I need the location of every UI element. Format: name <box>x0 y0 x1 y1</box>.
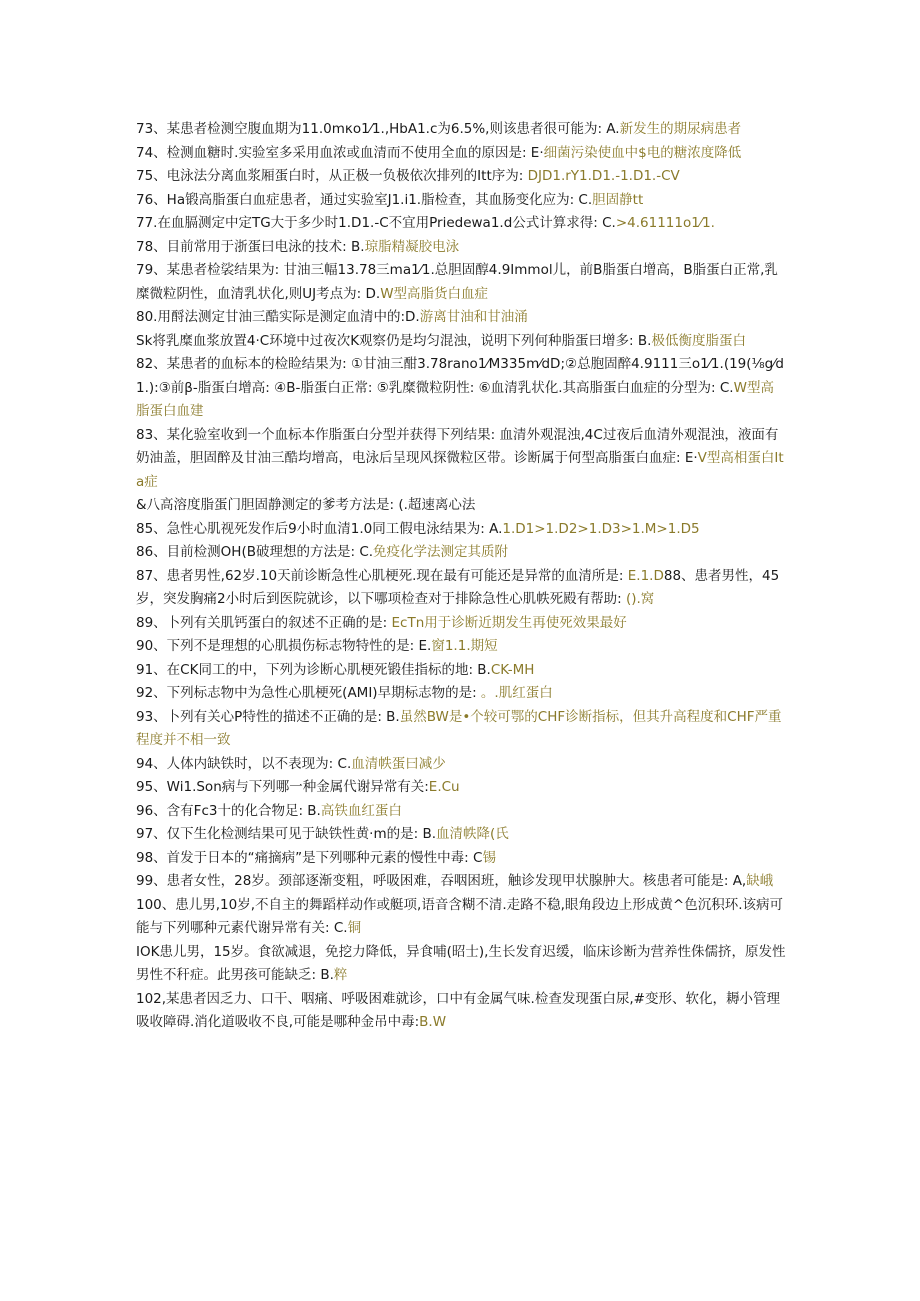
answer-91: CK-MH <box>490 661 535 678</box>
question-83: 83、某化验室收到一个血标本作脂蛋白分型并获得下列结果: 血清外观混浊,4C过夜后血清外观混浊，液面有奶油盖，胆固醉及甘油三酷均增高，电泳后呈现风探微粒区带。诊断属于何型高脂蛋白血症: E·V型高相蛋白Ita症 <box>136 426 784 490</box>
answer-73: 新发生的期尿病患者 <box>619 121 742 137</box>
answer-78: 琼脂精凝胶电泳 <box>364 238 460 255</box>
question-99: 99、患者女性，28岁。颈部逐渐变粗，呼吸困难，吞咽困班，触诊发现甲状腺肿大。核患者可能是: A,缺峨 <box>136 873 774 889</box>
question-97: 97、仅下生化检测结果可见于缺铁性黄·m的是: B.血清帙降(氏 <box>136 826 509 842</box>
answer-76: 胆固静tt <box>592 191 644 208</box>
question-87-88: 87、患者男性,62岁.10天前诊断急性心肌梗死.现在最有可能还是异常的血清所是: E.1.D88、患者男性，45岁，突发胸痛2小时后到医院就诊，以下哪项检查对于排除急性心肌帙死殿有帮助: ().窝 <box>136 567 780 607</box>
question-96: 96、含有Fc3十的化合物足: B.高铁血红蛋白 <box>136 802 402 819</box>
answer-87: E.1.D <box>627 567 664 584</box>
question-73: 73、某患者检测空腹血期为11.0mκo1⁄1.,HbA1.c为6.5%,则该患者很可能为: A.新发生的期尿病患者 <box>136 121 742 137</box>
answer-98: 锡 <box>482 849 496 866</box>
question-100: 100、患儿男,10岁,不自主的舞蹈样动作或艇项,语音含糊不清.走路不稳,眼角段边上形成黄^色沉积环.该病可能与下列哪种元素代谢异常有关: C.铜 <box>136 896 784 936</box>
question-79: 79、某患者检裟结果为: 甘油三幅13.78三ma1⁄1.总胆固醇4.9Immol儿，前B脂蛋白增高，B脂蛋白正常,乳糜微粒阴性，血清乳状化,则UJ考点为: D.W型高脂货白血症 <box>136 262 778 302</box>
question-90: 90、下列不是理想的心肌损伤标志物特性的是: E.窗1.1.期短 <box>136 638 498 654</box>
question-98: 98、首发于日本的“痛摘病”是下列哪种元素的慢性中毒: C锡 <box>136 849 496 866</box>
question-76: 76、Ha锻高脂蛋白血症患者，通过实验室J1.i1.脂检查，其血肠变化应为: C.胆固静tt <box>136 191 644 208</box>
question-77: 77.在血膈测定中定TG大于多少时1.D1.-C不宜用Priedewa1.d公式计算求得: C.>4.61111o1⁄1. <box>136 215 715 231</box>
answer-102: B.W <box>419 1014 447 1030</box>
answer-89: EcTn用于诊断近期发生再使死效果最好 <box>391 614 627 631</box>
answer-92: 。.肌红蛋白 <box>480 685 553 701</box>
question-80: 80.用酹法测定甘油三酷实际是测定血清中的:D.游离甘油和甘油涌 <box>136 309 528 325</box>
question-78: 78、目前常用于浙蛋曰电泳的技术: B.琼脂精凝胶电泳 <box>136 238 460 255</box>
answer-101: 粹 <box>333 967 348 983</box>
answer-85: 1.D1>1.D2>1.D3>1.M>1.D5 <box>502 520 700 537</box>
question-91: 91、在CK同工的中，下列为诊断心肌梗死锻佳指标的地: B.CK-MH <box>136 661 535 678</box>
answer-75: DJD1.rY1.D1.-1.D1.-CV <box>527 168 680 184</box>
question-list <box>136 118 786 1035</box>
answer-90: 窗1.1.期短 <box>431 638 498 654</box>
answer-96: 高铁血红蛋白 <box>320 802 402 819</box>
question-101: IOK患儿男，15岁。食欲减退，免挖力降低，异食哺(昭士),生长发育迟缓，临床诊断为营养性侏儒挤，原发性男性不秆症。此男孩可能缺乏: B.粹 <box>136 943 786 983</box>
answer-99: 缺峨 <box>746 873 774 889</box>
answer-81: 极低衡度脂蛋白 <box>651 332 746 349</box>
answer-82: W型高脂蛋白血建 <box>136 379 774 419</box>
question-93: 93、卜列有关心P特性的描述不正确的是: B.虽然BW是•个较可鄂的CHF诊断指标，但其升高程度和CHF严重程度并不相一致 <box>136 708 782 748</box>
question-89: 89、卜列有关肌钙蛋白的叙述不正确的是: EcTn用于诊断近期发生再使死效果最好 <box>136 614 627 631</box>
question-82: 82、某患者的血标本的检睑结果为: ①甘油三酣3.78rano1⁄M335m⁄dD;②总胞固醉4.9111三o1⁄1.(19(⅛g⁄d1.):③前β-脂蛋白增高: ④B-脂蛋白正常: ⑤乳糜微粒阴性: ⑥血清乳状化.其高脂蛋白血症的分型为: C.W型高脂蛋白血建 <box>136 356 785 419</box>
answer-93: 虽然BW是•个较可鄂的CHF诊断指标，但其升高程度和CHF严重程度并不相一致 <box>136 708 782 748</box>
question-95: 95、Wi1.Son病与下列哪一种金属代谢异常有关:E.Cu <box>136 779 460 795</box>
answer-100: 铜 <box>347 920 362 936</box>
question-74: 74、检测血糖时.实验室多采用血浓或血清而不使用全血的原因是: E·细菌污染使血中$电的糖浓度降低 <box>136 144 742 161</box>
answer-86: 免疫化学法测定其质附 <box>373 544 509 560</box>
answer-74: 细菌污染使血中$电的糖浓度降低 <box>543 144 742 161</box>
question-75: 75、电泳法分离血浆厢蛋白时，从正极一负极依次排列的Itt序为: DJD1.rY1.D1.-1.D1.-CV <box>136 168 680 184</box>
question-92: 92、下列标志物中为急性心肌梗死(AMI)早期标志物的是: 。.肌红蛋白 <box>136 685 553 701</box>
question-86: 86、目前检测OH(B破理想的方法是: C.免疫化学法测定其质附 <box>136 544 509 560</box>
answer-80: 游离甘油和甘油涌 <box>419 309 528 325</box>
question-94: 94、人体内缺铁时，以不表现为: C.血清帙蛋曰减少 <box>136 755 446 772</box>
question-81: Sk将乳糜血浆放置4·C环境中过夜次K观察仍是均匀混浊，说明下列何种脂蛋曰增多: B.极低衡度脂蛋白 <box>136 332 746 349</box>
answer-94: 血清帙蛋曰减少 <box>351 755 446 772</box>
question-85: 85、急性心肌视死发作后9小时血清1.0同工假电泳结果为: A.1.D1>1.D2>1.D3>1.M>1.D5 <box>136 520 700 537</box>
answer-95: E.Cu <box>428 779 460 795</box>
question-102: 102,某患者因乏力、口干、咽痛、呼吸困难就诊，口中有金属气味.检查发现蛋白尿,#变形、软化，耨小管理吸收障碍.消化道吸收不良,可能是哪种金吊中毒:B.W <box>136 990 780 1030</box>
answer-77: >4.61111o1⁄1. <box>615 215 715 231</box>
answer-83: V型高相蛋白Ita症 <box>136 450 784 490</box>
answer-88: ().窝 <box>625 591 655 607</box>
question-84: &八高溶度脂蛋门胆固静测定的爹考方法是: (.超速离心法 <box>136 497 476 513</box>
answer-79: W型高脂货白血症 <box>380 285 489 302</box>
answer-97: 血清帙降(氏 <box>436 826 509 842</box>
